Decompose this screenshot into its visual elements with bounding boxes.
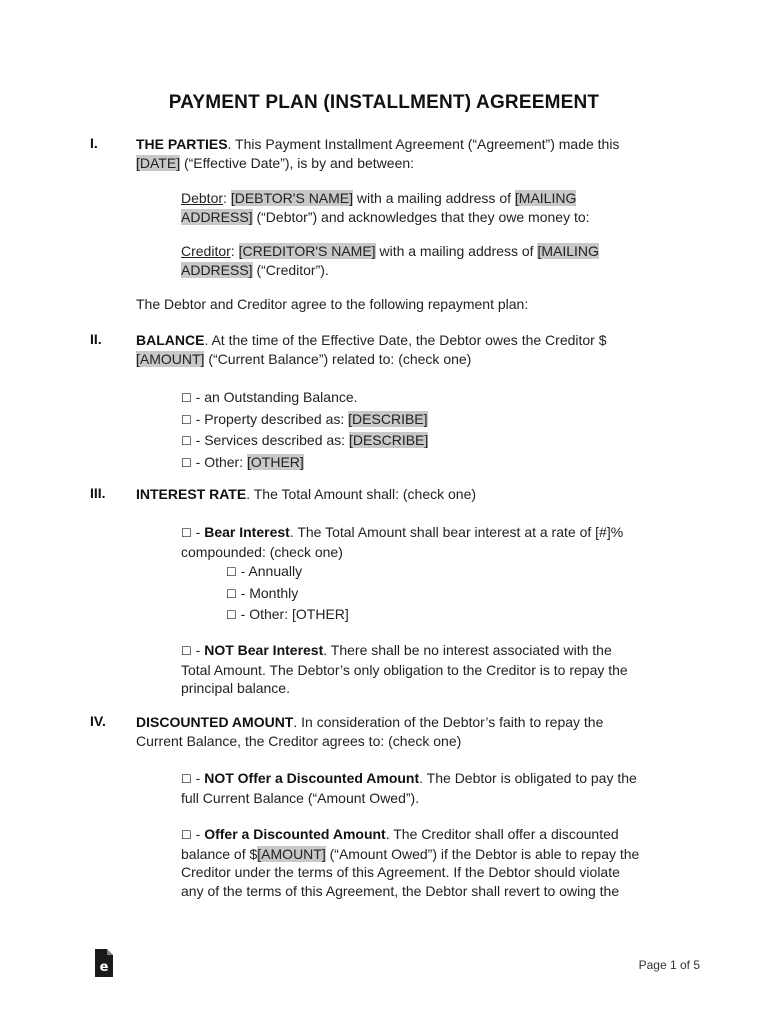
page-number: Page 1 of 5 xyxy=(638,958,700,972)
creditor-label: Creditor xyxy=(181,243,231,259)
compounding-options xyxy=(226,561,349,626)
section-number-1: I. xyxy=(90,135,98,151)
option-monthly[interactable]: ☐ - Monthly xyxy=(226,584,299,601)
creditor-name-placeholder: [CREDITOR'S NAME] xyxy=(238,243,376,259)
svg-text:e: e xyxy=(99,960,109,975)
option-annually[interactable]: ☐ - Annually xyxy=(226,563,303,579)
section-heading-balance: BALANCE xyxy=(136,332,205,348)
option-property[interactable]: ☐ - Property described as: [DESCRIBE] xyxy=(181,410,428,427)
section-number-3: III. xyxy=(90,485,106,501)
section-parties-line1: THE PARTIES. This Payment Installment Agreement (“Agreement”) made this [DATE] (“Effective Date”), is by and between: xyxy=(136,136,620,171)
checkbox-icon[interactable]: ☐ xyxy=(181,412,192,427)
checkbox-icon[interactable]: ☐ xyxy=(181,434,192,448)
section-number-2: II. xyxy=(90,331,102,347)
checkbox-icon[interactable]: ☐ xyxy=(181,391,192,405)
checkbox-icon[interactable]: ☐ xyxy=(181,455,192,470)
section-balance: BALANCE. At the time of the Effective Date, the Debtor owes the Creditor $ [AMOUNT] (“Current Balance”) related to: (check one) xyxy=(136,332,607,367)
checkbox-icon[interactable]: ☐ xyxy=(181,828,192,842)
checkbox-icon[interactable]: ☐ xyxy=(226,565,237,579)
section-heading-interest-rate: INTEREST RATE xyxy=(136,486,247,502)
checkbox-icon[interactable]: ☐ xyxy=(226,608,237,622)
option-offer-discount: ☐ - Offer a Discounted Amount. The Creditor shall offer a discounted balance of $[AMOUNT] (“Amount Owed”) if the Debtor is able to repay the Creditor under the terms of this Agreement. If the Debtor should violate any of the terms of this Agreement, the Debtor shall revert to owing the xyxy=(181,826,640,899)
section-discounted-amount: DISCOUNTED AMOUNT. In consideration of the Debtor’s faith to repay the Current Balance, the Creditor agrees to: (check one) xyxy=(136,714,604,749)
debtor-address-placeholder: ADDRESS] xyxy=(181,208,253,225)
section-heading-parties: THE PARTIES xyxy=(136,136,228,152)
creditor-address-placeholder: ADDRESS] xyxy=(181,261,253,278)
option-not-bear-interest: ☐ - NOT Bear Interest. There shall be no interest associated with the Total Amount. The Debtor’s only obligation to the Creditor is to repay the principal balance. xyxy=(181,642,628,696)
eforms-logo-icon xyxy=(93,949,115,977)
checkbox-icon[interactable]: ☐ xyxy=(181,772,192,786)
option-outstanding-balance[interactable]: ☐ - an Outstanding Balance. xyxy=(181,389,358,405)
checkbox-icon[interactable]: ☐ xyxy=(181,526,192,540)
debtor-paragraph: Debtor: [DEBTOR'S NAME] with a mailing address of [MAILING ADDRESS] (“Debtor”) and acknowledges that they owe money to: xyxy=(181,190,590,225)
amount-placeholder: [AMOUNT] xyxy=(136,350,205,367)
date-placeholder: [DATE] xyxy=(136,154,181,171)
section-number-4: IV. xyxy=(90,713,106,729)
discount-amount-placeholder: [AMOUNT] xyxy=(257,845,326,862)
option-bear-interest: ☐ - Bear Interest. The Total Amount shall bear interest at a rate of [#]% compounded: (check one) xyxy=(181,524,624,560)
section-interest-rate: INTEREST RATE. The Total Amount shall: (check one) xyxy=(136,486,477,502)
debtor-name-placeholder: [DEBTOR'S NAME] xyxy=(230,190,354,206)
balance-options xyxy=(181,387,428,473)
option-services[interactable]: ☐ - Services described as: [DESCRIBE] xyxy=(181,432,429,448)
debtor-label: Debtor xyxy=(181,190,224,206)
creditor-paragraph: Creditor: [CREDITOR'S NAME] with a mailing address of [MAILING ADDRESS] (“Creditor”). xyxy=(181,243,599,278)
section-heading-discounted-amount: DISCOUNTED AMOUNT xyxy=(136,714,294,730)
checkbox-icon[interactable]: ☐ xyxy=(226,586,237,601)
agreement-statement: The Debtor and Creditor agree to the following repayment plan: xyxy=(136,296,529,312)
option-not-offer-discount: ☐ - NOT Offer a Discounted Amount. The Debtor is obligated to pay the full Current Balance (“Amount Owed”). xyxy=(181,770,637,806)
document-title: PAYMENT PLAN (INSTALLMENT) AGREEMENT xyxy=(168,92,600,113)
checkbox-icon[interactable]: ☐ xyxy=(181,644,192,658)
option-other-compounding[interactable]: ☐ - Other: [OTHER] xyxy=(226,606,349,622)
option-other[interactable]: ☐ - Other: [OTHER] xyxy=(181,453,304,470)
